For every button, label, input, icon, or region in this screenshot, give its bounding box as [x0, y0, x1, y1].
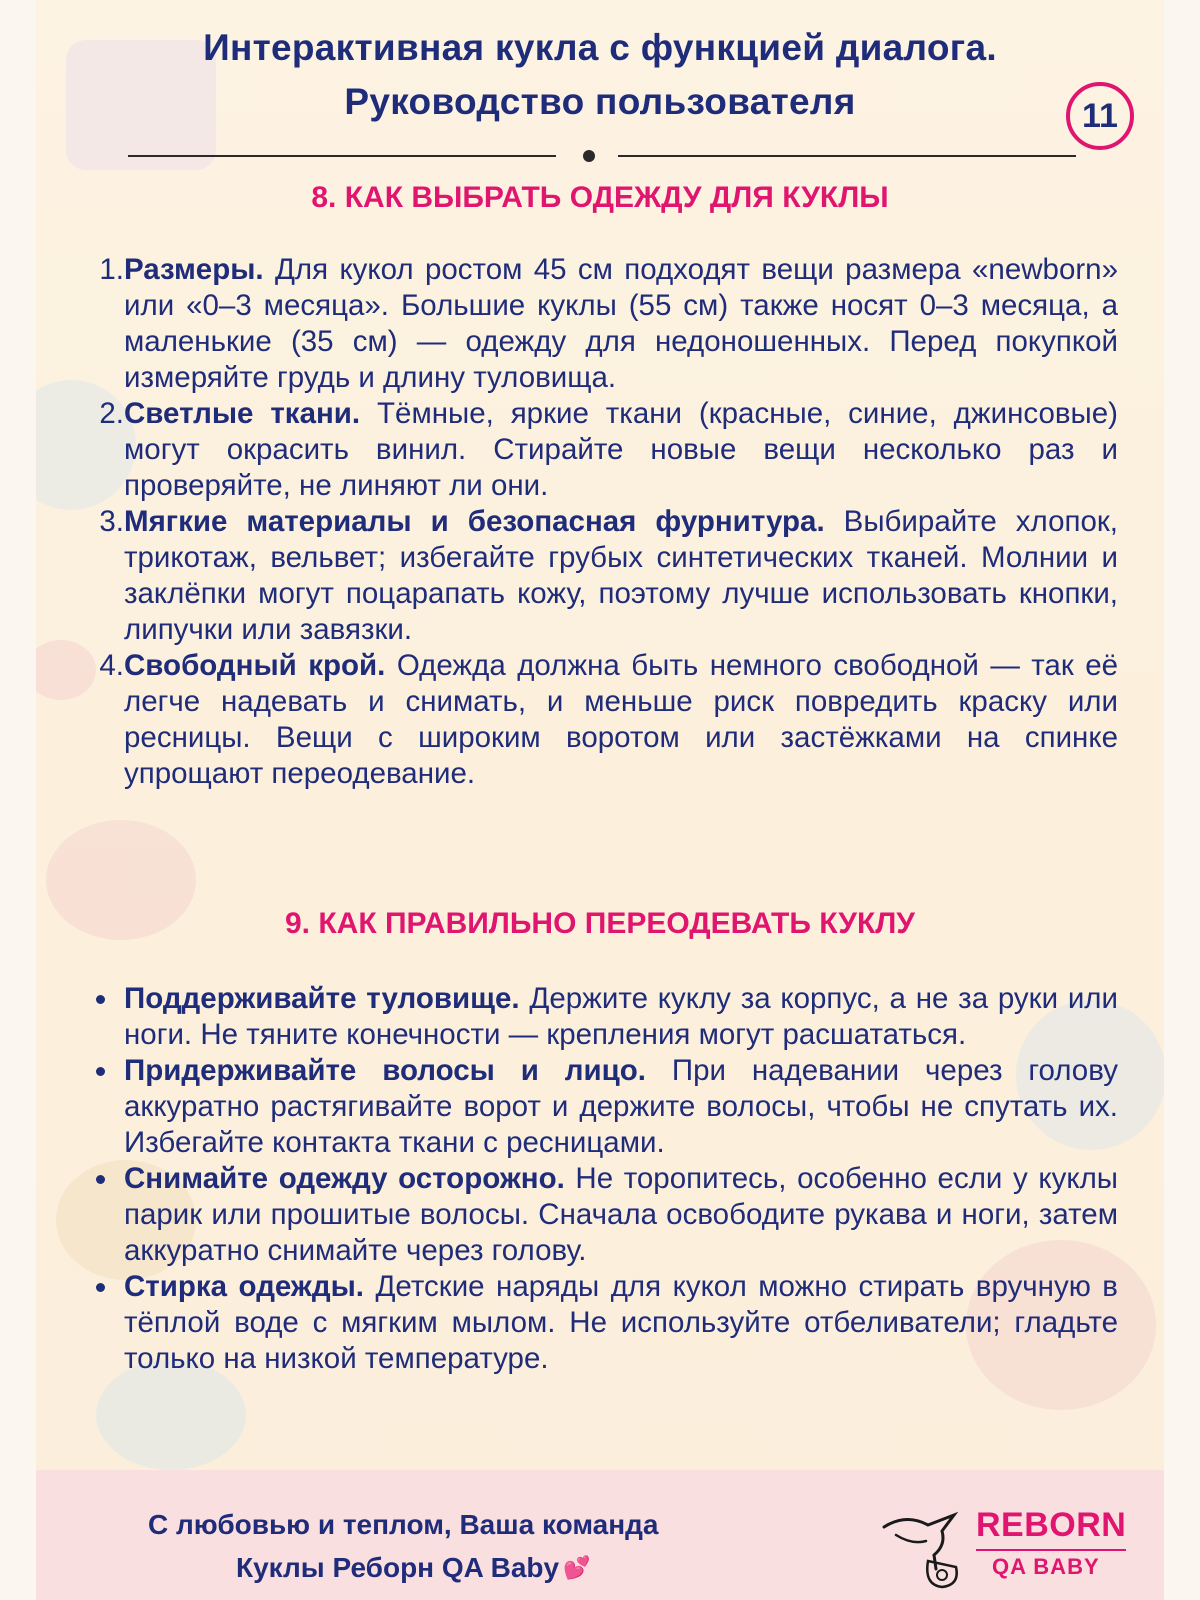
- list-item: [36, 1053, 1164, 1161]
- footer-signature-line-2: [236, 1548, 591, 1588]
- list-item-title: Поддерживайте туловище.: [124, 982, 520, 1015]
- list-item-title: Свободный крой.: [124, 649, 386, 682]
- footer-team-name: Куклы Реборн QA Baby: [236, 1552, 560, 1583]
- list-item-title: Снимайте одежду осторожно.: [124, 1162, 565, 1195]
- document-title-line-2: Руководство пользователя: [344, 81, 856, 122]
- document-title-line-1: Интерактивная кукла с функцией диалога.: [203, 27, 997, 68]
- list-item: [36, 252, 1164, 396]
- list-item-text: [124, 1053, 1118, 1161]
- list-item-text: [124, 252, 1118, 396]
- heart-icon: 💕: [563, 1555, 591, 1580]
- list-item-body: Держите куклу за корпус, а не за руки или ноги. Не тяните конечности — крепления могут расшататься.: [124, 982, 1119, 1051]
- list-item-title: Стирка одежды.: [124, 1270, 364, 1303]
- list-number: 1.: [99, 253, 124, 286]
- list-item-body: Тёмные, яркие ткани (красные, синие, джинсовые) могут окрасить винил. Стирайте новые вещи несколько раз и проверяйте, не линяют ли они.: [124, 397, 1118, 502]
- list-item-title: Размеры.: [124, 253, 264, 286]
- list-item-title: Светлые ткани.: [124, 397, 361, 430]
- list-item: [36, 981, 1164, 1053]
- divider-right: [618, 155, 1076, 157]
- section-8-heading: 8. КАК ВЫБРАТЬ ОДЕЖДУ ДЛЯ КУКЛЫ: [311, 181, 889, 214]
- list-item-text: [124, 396, 1118, 504]
- list-number: 3.: [99, 505, 124, 538]
- brand-rule: [976, 1549, 1126, 1551]
- list-item: [36, 1161, 1164, 1269]
- list-item-text: [124, 648, 1118, 792]
- bullet-icon: [96, 1175, 105, 1184]
- list-item-body: Для кукол ростом 45 см подходят вещи размера «newborn» или «0–3 месяца». Большие куклы (55 см) также носят 0–3 месяца, а маленькие (35 см) — одежду для недоношенных. Перед покупкой измеряйте грудь и длину туловища.: [124, 253, 1118, 394]
- list-number: 4.: [99, 649, 124, 682]
- list-item-text: [124, 504, 1118, 648]
- list-item-text: [124, 1161, 1118, 1269]
- divider-left: [128, 155, 556, 157]
- section-9-heading: 9. КАК ПРАВИЛЬНО ПЕРЕОДЕВАТЬ КУКЛУ: [285, 907, 915, 940]
- list-item-body: При надевании через голову аккуратно растягивайте ворот и держите волосы, чтобы не спутать их. Избегайте контакта ткани с ресницами.: [124, 1054, 1118, 1159]
- list-item-body: Не торопитесь, особенно если у куклы парик или прошитые волосы. Сначала освободите рукава и ноги, затем аккуратно снимайте через голову.: [124, 1162, 1118, 1267]
- list-item-title: Мягкие материалы и безопасная фурнитура.: [124, 505, 825, 538]
- list-item-body: Детские наряды для кукол можно стирать вручную в тёплой воде с мягким мылом. Не используйте отбеливатели; гладьте только на низкой температуре.: [124, 1270, 1118, 1375]
- list-item: [36, 648, 1164, 792]
- list-item: [36, 504, 1164, 648]
- section-8-list: [36, 252, 1164, 792]
- list-item: [36, 1269, 1164, 1377]
- list-item-body: Выбирайте хлопок, трикотаж, вельвет; избегайте грубых синтетических тканей. Молнии и заклёпки могут поцарапать кожу, поэтому лучше использовать кнопки, липучки или завязки.: [124, 505, 1118, 646]
- list-number: 2.: [99, 397, 124, 430]
- footer-signature-line-1: С любовью и теплом, Ваша команда: [148, 1509, 659, 1540]
- list-item-body: Одежда должна быть немного свободной — так её легче надевать и снимать, и меньше риск повредить краску или ресницы. Вещи с широким воротом или застёжками на спинке упрощают переодевание.: [124, 649, 1119, 790]
- brand-logo: [876, 1505, 1136, 1595]
- divider-dot: [583, 150, 595, 162]
- manual-page: [36, 0, 1164, 1600]
- page-number-badge: 11: [1066, 82, 1134, 150]
- brand-subtitle: QA BABY: [992, 1554, 1100, 1579]
- brand-name: REBORN: [976, 1506, 1127, 1544]
- stork-icon: [876, 1505, 972, 1591]
- list-item: [36, 396, 1164, 504]
- list-item-title: Придерживайте волосы и лицо.: [124, 1054, 646, 1087]
- list-item-text: [124, 1269, 1118, 1377]
- list-item-text: [124, 981, 1118, 1053]
- bullet-icon: [96, 995, 105, 1004]
- bullet-icon: [96, 1067, 105, 1076]
- section-9-list: [36, 981, 1164, 1377]
- bullet-icon: [96, 1283, 105, 1292]
